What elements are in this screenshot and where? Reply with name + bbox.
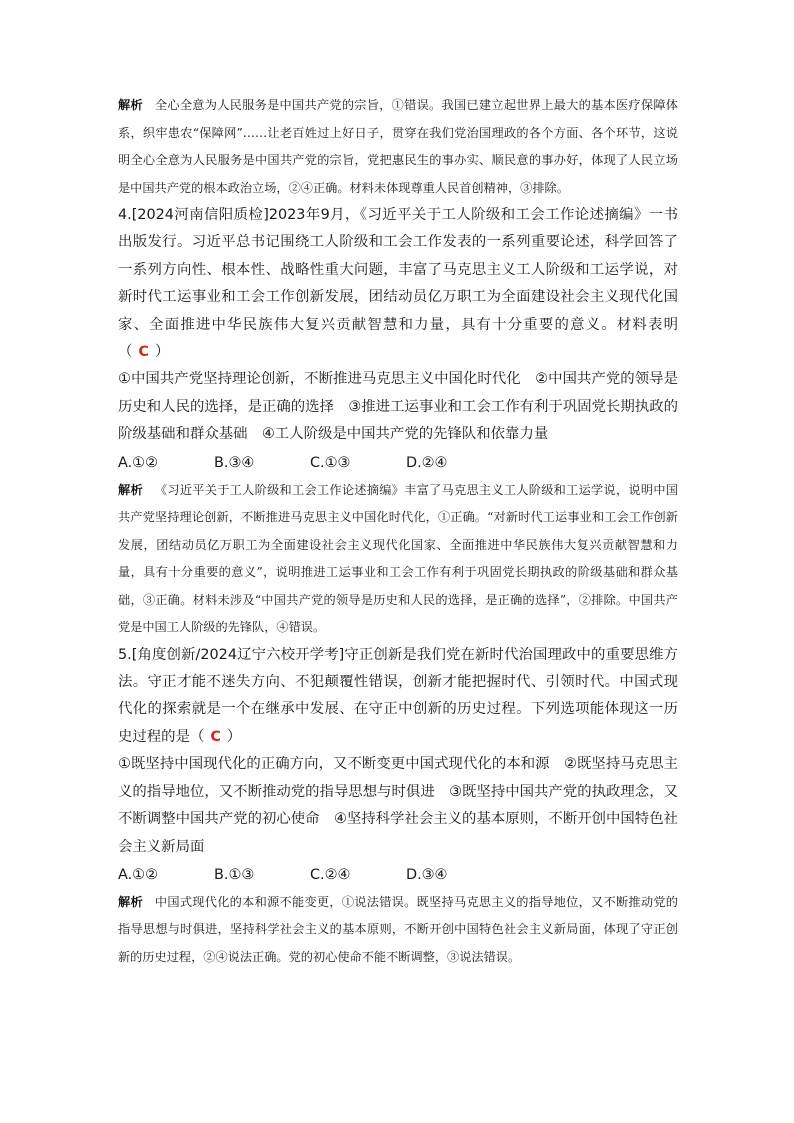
question-4-answer: C xyxy=(138,344,149,361)
question-5-choices xyxy=(118,861,678,889)
analysis-q4 xyxy=(118,477,678,642)
choice-b: B.③④ xyxy=(214,454,255,471)
analysis-label: 解析 xyxy=(118,482,143,497)
choice-b: B.①③ xyxy=(214,866,255,883)
analysis-q3 xyxy=(118,92,678,202)
question-4-statements: ①中国共产党坚持理论创新，不断推进马克思主义中国化时代化 ②中国共产党的领导是历史和人民的选择，是正确的选择 ③推进工运事业和工会工作有利于巩固党长期执政的阶级基础和群众基础 ④工人阶级是中国共产党的先锋队和依靠力量 xyxy=(118,371,678,443)
question-4-close: ） xyxy=(154,344,170,361)
analysis-label: 解析 xyxy=(118,98,143,112)
choice-d: D.③④ xyxy=(406,866,448,883)
question-5-close: ） xyxy=(226,728,242,745)
question-4-text: 4.[2024河南信阳质检]2023年9月，《习近平关于工人阶级和工会工作论述摘编》一书出版发行。习近平总书记围绕工人阶级和工会工作发表的一系列重要论述，科学回答了一系列方向性、根本性、战略性重大问题，丰富了马克思主义工人阶级和工运学说，对新时代工运事业和工会工作创新发展，团结动员亿万职工为全面建设社会主义现代化国家、全面推进中华民族伟大复兴贡献智慧和力量，具有十分重要的意义。材料表明（ xyxy=(118,207,678,361)
question-5-answer: C xyxy=(210,728,221,745)
choice-c: C.①③ xyxy=(310,454,351,471)
question-5-stem xyxy=(118,642,678,752)
question-5-text: 5.[角度创新/2024辽宁六校开学考]守正创新是我们党在新时代治国理政中的重要思维方法。守正才能不迷失方向、不犯颠覆性错误，创新才能把握时代、引领时代。中国式现代化的探索就是一个在继承中发展、在守正中创新的历史过程。下列选项能体现这一历史过程的是（ xyxy=(118,646,678,745)
analysis-q5-text: 中国式现代化的本和源不能变更，①说法错误。既坚持马克思主义的指导地位，又不断推动党的指导思想与时俱进，坚持科学社会主义的基本原则，不断开创中国特色社会主义新局面，体现了守正创新的历史过程，②④说法正确。党的初心使命不能不断调整，③说法错误。 xyxy=(118,894,678,964)
analysis-q5 xyxy=(118,889,678,972)
document-content xyxy=(118,92,678,971)
choice-a: A.①② xyxy=(118,866,158,883)
analysis-q3-text: 全心全意为人民服务是中国共产党的宗旨，①错误。我国已建立起世界上最大的基本医疗保障体系，织牢患农“保障网”……让老百姓过上好日子，贯穿在我们党治国理政的各个方面、各个环节，这说明全心全意为人民服务是中国共产党的宗旨，党把惠民生的事办实、顺民意的事办好，体现了人民立场是中国共产党的根本政治立场，②④正确。材料未体现尊重人民首创精神，③排除。 xyxy=(118,98,678,195)
choice-d: D.②④ xyxy=(406,454,448,471)
question-5-statements: ①既坚持中国现代化的正确方向，又不断变更中国式现代化的本和源 ②既坚持马克思主义的指导地位，又不断推动党的指导思想与时俱进 ③既坚持中国共产党的执政理念，又不断调整中国共产党的初心使命 ④坚持科学社会主义的基本原则，不断开创中国特色社会主义新局面 xyxy=(118,756,678,855)
choice-a: A.①② xyxy=(118,454,158,471)
analysis-label: 解析 xyxy=(118,894,143,909)
question-4-stem xyxy=(118,202,678,366)
choice-c: C.②④ xyxy=(310,866,351,883)
analysis-q4-text: 《习近平关于工人阶级和工会工作论述摘编》丰富了马克思主义工人阶级和工运学说，说明中国共产党坚持理论创新，不断推进马克思主义中国化时代化，①正确。“对新时代工运事业和工会工作创新发展，团结动员亿万职工为全面建设社会主义现代化国家、全面推进中华民族伟大复兴贡献智慧和力量，具有十分重要的意义”，说明推进工运事业和工会工作有利于巩固党长期执政的阶级基础和群众基础，③正确。材料未涉及“中国共产党的领导是历史和人民的选择，是正确的选择”，②排除。中国共产党是中国工人阶级的先锋队，④错误。 xyxy=(118,482,678,635)
question-4-choices xyxy=(118,449,678,477)
